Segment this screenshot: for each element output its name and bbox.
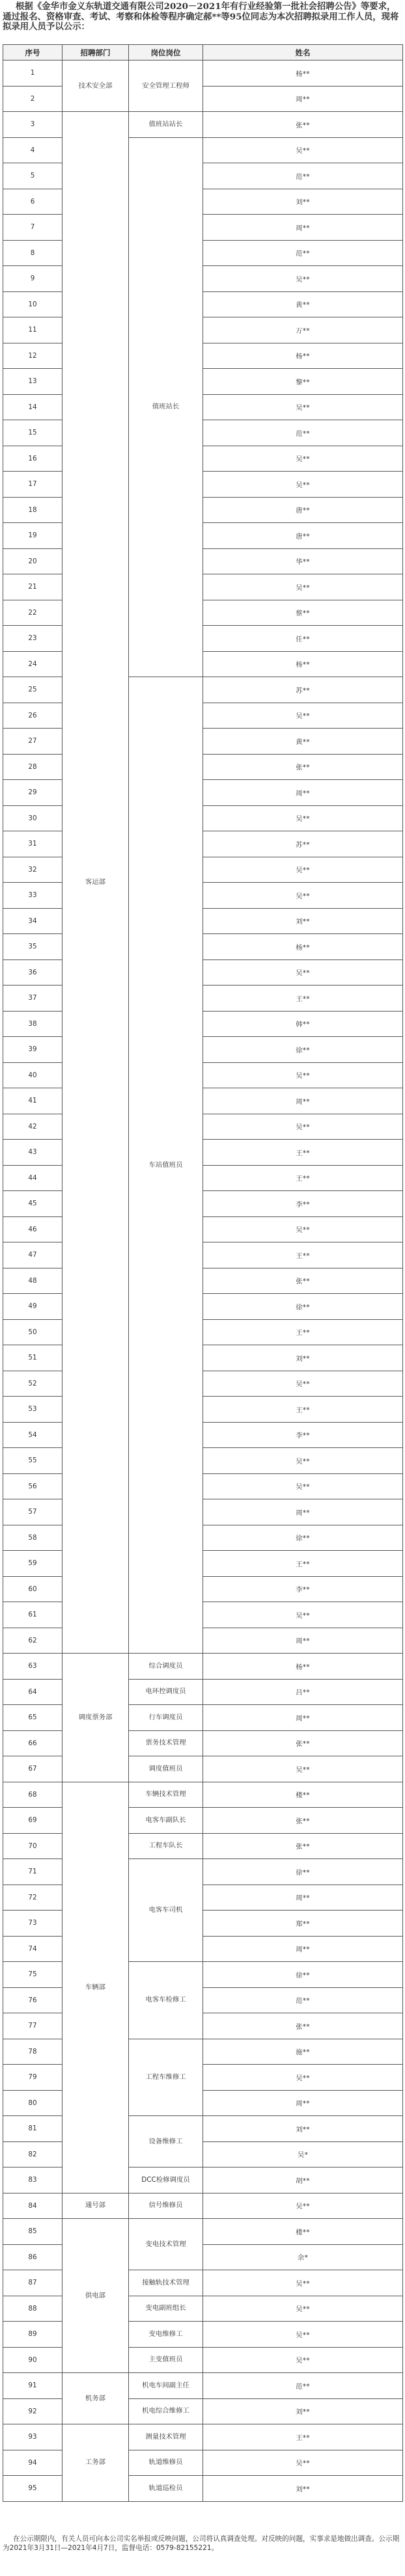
row-name: 吴** (203, 703, 403, 729)
row-name: 吴** (203, 1062, 403, 1088)
row-name: 余* (203, 2244, 403, 2270)
row-position (129, 2270, 203, 2296)
row-position (129, 1730, 203, 1756)
row-name: 吕** (203, 1679, 403, 1705)
row-name: 张** (203, 754, 403, 780)
row-name: 徐** (203, 1037, 403, 1063)
row-name: 施** (203, 2039, 403, 2065)
row-seq: 17 (3, 472, 63, 498)
row-position (129, 2476, 203, 2502)
department-label: 机务部 (85, 2394, 106, 2402)
row-name: 张** (203, 1730, 403, 1756)
row-seq: 56 (3, 1473, 63, 1499)
department-label: 客运部 (85, 878, 106, 886)
row-seq: 73 (3, 1911, 63, 1937)
table-row (3, 1654, 403, 1680)
row-name: 华** (203, 548, 403, 574)
row-seq: 63 (3, 1654, 63, 1680)
row-seq: 4 (3, 137, 63, 163)
position-label: 车辆技术管理 (145, 1790, 186, 1799)
row-seq: 64 (3, 1679, 63, 1705)
row-name: 张** (203, 1808, 403, 1834)
row-name: 吴** (203, 2270, 403, 2296)
row-name: 苏** (203, 677, 403, 703)
row-name: 楼** (203, 2219, 403, 2245)
row-seq: 14 (3, 394, 63, 420)
position-label: 变电副班组长 (145, 2304, 186, 2313)
row-name: 杨** (203, 651, 403, 677)
row-name: 王** (203, 986, 403, 1012)
row-name: 王** (203, 1140, 403, 1166)
row-name: 李** (203, 1576, 403, 1602)
row-seq: 6 (3, 189, 63, 215)
row-seq: 93 (3, 2424, 63, 2450)
row-name: 刘** (203, 2476, 403, 2502)
row-seq: 10 (3, 291, 63, 317)
position-label: 工程车维修工 (145, 2073, 186, 2081)
row-seq: 22 (3, 600, 63, 626)
table-header-row (3, 45, 403, 60)
row-name: 吴** (203, 1371, 403, 1397)
row-position (129, 2322, 203, 2348)
row-seq: 40 (3, 1062, 63, 1088)
row-seq: 12 (3, 343, 63, 369)
row-name: 吴** (203, 2193, 403, 2219)
row-name: 王** (203, 1242, 403, 1268)
row-seq: 18 (3, 497, 63, 523)
row-seq: 45 (3, 1191, 63, 1217)
row-seq: 50 (3, 1319, 63, 1345)
row-position (129, 1782, 203, 1808)
row-seq: 54 (3, 1422, 63, 1448)
row-name: 吴** (203, 2296, 403, 2322)
table-row (3, 60, 403, 87)
row-seq: 36 (3, 959, 63, 986)
row-seq: 65 (3, 1705, 63, 1731)
row-name: 张** (203, 112, 403, 138)
table-row (3, 2424, 403, 2450)
row-name: 周** (203, 1628, 403, 1654)
department-label: 供电部 (85, 2291, 106, 2300)
row-seq: 84 (3, 2193, 63, 2219)
row-seq: 47 (3, 1242, 63, 1268)
row-name: 周** (203, 1885, 403, 1911)
row-name: 张** (203, 1268, 403, 1294)
row-name: 周** (203, 215, 403, 241)
position-label: 调度值班员 (148, 1764, 183, 1773)
row-name: 周** (203, 86, 403, 112)
row-seq: 2 (3, 86, 63, 112)
row-seq: 82 (3, 2141, 63, 2167)
row-seq: 38 (3, 1011, 63, 1037)
row-position (129, 1756, 203, 1782)
row-name: 杨** (203, 1654, 403, 1680)
row-name: 张** (203, 2013, 403, 2039)
row-name: 吴** (203, 2322, 403, 2348)
row-seq: 94 (3, 2450, 63, 2476)
row-name: 周** (203, 2090, 403, 2116)
row-seq: 92 (3, 2398, 63, 2424)
row-position (129, 2424, 203, 2450)
row-name: 王** (203, 1397, 403, 1423)
row-seq: 1 (3, 60, 63, 87)
row-name: 吴** (203, 266, 403, 292)
row-seq: 24 (3, 651, 63, 677)
position-label: 测量技术管理 (145, 2432, 186, 2441)
row-name: 吴** (203, 394, 403, 420)
row-seq: 44 (3, 1165, 63, 1191)
row-name: 吴** (203, 137, 403, 163)
row-name: 刘** (203, 2116, 403, 2142)
row-seq: 85 (3, 2219, 63, 2245)
row-seq: 33 (3, 883, 63, 909)
row-seq: 32 (3, 857, 63, 883)
position-label: 值班站长 (152, 403, 180, 411)
row-seq: 26 (3, 703, 63, 729)
row-name: 吴** (203, 805, 403, 831)
position-label: 变电维修工 (148, 2329, 183, 2338)
department-label: 技术安全部 (78, 81, 113, 90)
row-position (129, 2167, 203, 2194)
row-seq: 37 (3, 986, 63, 1012)
row-name: 范** (203, 2373, 403, 2399)
header-department: 招聘部门 (63, 45, 129, 60)
row-seq: 41 (3, 1088, 63, 1114)
row-seq: 77 (3, 2013, 63, 2039)
roster-body (3, 60, 403, 2502)
row-name: 范** (203, 163, 403, 189)
row-name: 韩** (203, 1011, 403, 1037)
row-position (129, 677, 203, 1654)
row-seq: 20 (3, 548, 63, 574)
footer-text: 在公示期限内，有关人员可向本公司实名举报或反映问题，公司将认真调查处理。对反映的问题，实事求是地做出调查。公示期为2021年3月31日—2021年4月7日，监督电话：0579-82155221。 (3, 2535, 400, 2553)
row-name: 周** (203, 1705, 403, 1731)
row-position (129, 137, 203, 677)
row-seq: 90 (3, 2347, 63, 2373)
row-seq: 51 (3, 1345, 63, 1371)
row-seq: 91 (3, 2373, 63, 2399)
row-seq: 19 (3, 523, 63, 549)
row-seq: 52 (3, 1371, 63, 1397)
position-label: 综合调度员 (148, 1661, 183, 1670)
row-position (129, 1962, 203, 2039)
row-name: 范** (203, 420, 403, 446)
row-seq: 57 (3, 1499, 63, 1525)
row-position (129, 2398, 203, 2424)
row-seq: 67 (3, 1756, 63, 1782)
position-label: 变电技术管理 (145, 2240, 186, 2248)
table-row (3, 2219, 403, 2245)
row-position (129, 1679, 203, 1705)
row-position (129, 2116, 203, 2167)
row-seq: 69 (3, 1808, 63, 1834)
row-name: 刘** (203, 908, 403, 934)
row-seq: 29 (3, 780, 63, 806)
row-department (63, 2424, 129, 2502)
row-department (63, 60, 129, 112)
row-seq: 35 (3, 934, 63, 960)
intro-text: 根据《金华市金义东轨道交通有限公司2020－2021年有行业经验第一批社会招聘公告》等要求，通过报名、资格审查、考试、考察和体检等程序确定郝**等95位同志为本次招聘拟录用工作人员，现将拟录用人员予以公示： (3, 1, 399, 33)
position-label: 电环控调度员 (145, 1687, 186, 1696)
row-position (129, 2450, 203, 2476)
row-seq: 61 (3, 1602, 63, 1628)
row-seq: 76 (3, 1987, 63, 2013)
row-name: 吴** (203, 1448, 403, 1474)
row-seq: 83 (3, 2167, 63, 2194)
row-seq: 75 (3, 1962, 63, 1988)
row-seq: 9 (3, 266, 63, 292)
row-name: 楼** (203, 1782, 403, 1808)
row-name: 吴** (203, 857, 403, 883)
position-label: 行车调度员 (148, 1713, 183, 1721)
row-seq: 86 (3, 2244, 63, 2270)
row-position (129, 2219, 203, 2270)
row-name: 吴** (203, 2065, 403, 2091)
position-label: DCC检修调度员 (141, 2175, 190, 2184)
row-seq: 42 (3, 1114, 63, 1140)
row-name: 蔡** (203, 600, 403, 626)
row-department (63, 1782, 129, 2193)
position-label: 车站值班员 (148, 1161, 183, 1169)
row-department (63, 2193, 129, 2219)
row-name: 黄** (203, 729, 403, 755)
row-seq: 25 (3, 677, 63, 703)
row-seq: 80 (3, 2090, 63, 2116)
row-position (129, 1654, 203, 1680)
row-seq: 23 (3, 626, 63, 652)
row-name: 徐** (203, 1294, 403, 1320)
row-seq: 28 (3, 754, 63, 780)
row-name: 吴** (203, 446, 403, 472)
row-seq: 95 (3, 2476, 63, 2502)
department-label: 通号部 (85, 2201, 106, 2210)
table-row (3, 1782, 403, 1808)
row-name: 杨** (203, 343, 403, 369)
row-name: 刘** (203, 189, 403, 215)
row-position (129, 1833, 203, 1859)
row-name: 任** (203, 626, 403, 652)
row-name: 吴** (203, 1602, 403, 1628)
row-name: 苏** (203, 831, 403, 857)
row-name: 吴** (203, 883, 403, 909)
row-seq: 55 (3, 1448, 63, 1474)
row-name: 吴** (203, 1473, 403, 1499)
row-position (129, 1859, 203, 1962)
header-position: 岗位岗位 (129, 45, 203, 60)
row-name: 吴** (203, 1216, 403, 1242)
row-seq: 71 (3, 1859, 63, 1885)
notice-intro (3, 2, 401, 42)
row-name: 郑** (203, 1911, 403, 1937)
row-seq: 13 (3, 369, 63, 395)
row-seq: 7 (3, 215, 63, 241)
row-seq: 88 (3, 2296, 63, 2322)
row-seq: 49 (3, 1294, 63, 1320)
department-label: 车辆部 (85, 1983, 106, 1991)
row-seq: 5 (3, 163, 63, 189)
row-seq: 66 (3, 1730, 63, 1756)
row-name: 唐** (203, 497, 403, 523)
table-row (3, 2373, 403, 2399)
row-seq: 43 (3, 1140, 63, 1166)
row-seq: 39 (3, 1037, 63, 1063)
position-label: 轨道维修员 (148, 2458, 183, 2467)
row-name: 吴** (203, 2347, 403, 2373)
row-seq: 72 (3, 1885, 63, 1911)
row-position (129, 2373, 203, 2399)
row-name: 范** (203, 240, 403, 266)
row-seq: 74 (3, 1936, 63, 1962)
row-position (129, 1705, 203, 1731)
hiring-roster-table (3, 44, 403, 2502)
table-row (3, 2193, 403, 2219)
row-name: 徐** (203, 1962, 403, 1988)
row-seq: 30 (3, 805, 63, 831)
row-seq: 59 (3, 1551, 63, 1577)
row-seq: 53 (3, 1397, 63, 1423)
row-name: 吴** (203, 1756, 403, 1782)
row-seq: 68 (3, 1782, 63, 1808)
row-name: 王** (203, 1319, 403, 1345)
row-name: 刘** (203, 2398, 403, 2424)
row-name: 吴* (203, 2141, 403, 2167)
row-name: 刘** (203, 1345, 403, 1371)
row-position (129, 2347, 203, 2373)
row-seq: 89 (3, 2322, 63, 2348)
position-label: 电客车检修工 (145, 1996, 186, 2004)
department-label: 工务部 (85, 2458, 106, 2467)
row-seq: 79 (3, 2065, 63, 2091)
row-name: 周** (203, 780, 403, 806)
row-position (129, 2193, 203, 2219)
row-name: 王** (203, 2424, 403, 2450)
row-name: 徐** (203, 1859, 403, 1885)
row-seq: 48 (3, 1268, 63, 1294)
table-row (3, 112, 403, 138)
row-seq: 21 (3, 574, 63, 600)
row-seq: 11 (3, 317, 63, 343)
row-seq: 70 (3, 1833, 63, 1859)
row-seq: 3 (3, 112, 63, 138)
row-name: 黎** (203, 369, 403, 395)
row-department (63, 2373, 129, 2424)
row-seq: 58 (3, 1525, 63, 1551)
row-position (129, 2296, 203, 2322)
row-name: 万** (203, 317, 403, 343)
position-label: 值班站站长 (148, 120, 183, 128)
row-name: 李** (203, 1191, 403, 1217)
row-seq: 27 (3, 729, 63, 755)
row-name: 王** (203, 1551, 403, 1577)
row-department (63, 112, 129, 1654)
position-label: 接触轨技术管理 (142, 2278, 189, 2287)
row-position (129, 1808, 203, 1834)
row-position (129, 2039, 203, 2116)
position-label: 电客车司机 (148, 1906, 183, 1914)
row-seq: 78 (3, 2039, 63, 2065)
row-name: 吴** (203, 574, 403, 600)
row-name: 杨** (203, 60, 403, 87)
row-name: 王** (203, 1165, 403, 1191)
header-name: 姓名 (203, 45, 403, 60)
row-seq: 87 (3, 2270, 63, 2296)
row-seq: 31 (3, 831, 63, 857)
row-department (63, 1654, 129, 1782)
position-label: 电客车副队长 (145, 1816, 186, 1824)
row-name: 周** (203, 1499, 403, 1525)
position-label: 机电车间副主任 (142, 2381, 189, 2389)
row-seq: 16 (3, 446, 63, 472)
row-name: 吴** (203, 472, 403, 498)
row-position (129, 60, 203, 112)
row-name: 吴** (203, 2450, 403, 2476)
row-name: 徐** (203, 1525, 403, 1551)
row-seq: 46 (3, 1216, 63, 1242)
position-label: 工程车队长 (148, 1842, 183, 1850)
row-name: 胡** (203, 2167, 403, 2194)
row-seq: 60 (3, 1576, 63, 1602)
position-label: 轨道巡检员 (148, 2484, 183, 2492)
position-label: 主变值班员 (148, 2355, 183, 2364)
row-name: 周** (203, 1936, 403, 1962)
position-label: 信号维修员 (148, 2201, 183, 2210)
row-name: 吴** (203, 1114, 403, 1140)
row-seq: 8 (3, 240, 63, 266)
row-name: 黄** (203, 291, 403, 317)
row-seq: 34 (3, 908, 63, 934)
notice-footer (3, 2534, 402, 2573)
row-name: 周** (203, 1088, 403, 1114)
row-seq: 81 (3, 2116, 63, 2142)
row-name: 李** (203, 1422, 403, 1448)
header-seq: 序号 (3, 45, 63, 60)
department-label: 调度票务部 (78, 1713, 113, 1721)
position-label: 设备维修工 (148, 2137, 183, 2145)
row-position (129, 112, 203, 138)
row-department (63, 2219, 129, 2373)
row-seq: 15 (3, 420, 63, 446)
row-name: 吴** (203, 959, 403, 986)
position-label: 安全管理工程师 (142, 81, 189, 90)
position-label: 票务技术管理 (145, 1739, 186, 1747)
row-name: 张** (203, 1833, 403, 1859)
row-seq: 62 (3, 1628, 63, 1654)
position-label: 机电综合维修工 (142, 2407, 189, 2415)
row-name: 范** (203, 1987, 403, 2013)
row-name: 杨** (203, 934, 403, 960)
row-name: 唐** (203, 523, 403, 549)
